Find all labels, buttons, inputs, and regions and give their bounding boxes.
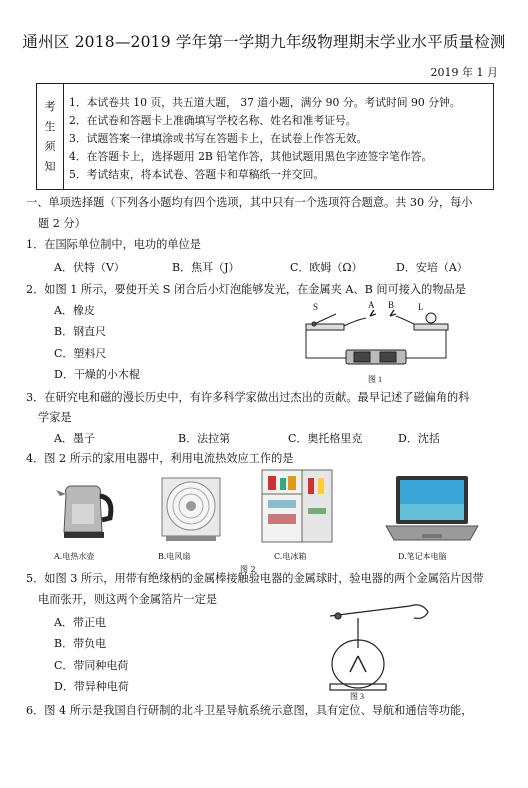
question-3-stem: 3．在研究电和磁的漫长历史中，有许多科学家做出过杰出的贡献。最早记述了磁偏角的科	[26, 391, 470, 404]
q2-option-d: D．干燥的小木棍	[54, 368, 140, 381]
question-5-stem: 5．如图 3 所示，用带有绝缘柄的金属棒接触验电器的金属球时，验电器的两个金属箔片因带	[26, 572, 484, 585]
q5-option-a: A．带正电	[54, 616, 106, 629]
circuit-figure	[296, 296, 466, 386]
q4-caption-a: A.电热水壶	[54, 552, 95, 561]
q5-option-b: B．带负电	[54, 637, 107, 650]
q4-caption-b: B.电风扇	[158, 552, 191, 561]
kettle-image	[50, 474, 120, 542]
notice-item: 5．考试结束，将本试卷、答题卡和草稿纸一并交回。	[69, 168, 325, 181]
question-1-stem: 1．在国际单位制中，电功的单位是	[26, 238, 201, 251]
q3-option-c: C．奥托格里克	[288, 432, 363, 445]
q4-caption-d: D.笔记本电脑	[398, 552, 447, 561]
page-title: 通州区 2018—2019 学年第一学期九年级物理期末学业水平质量检测	[22, 33, 506, 51]
fan-image	[156, 474, 226, 544]
figure-1-caption: 图 1	[368, 375, 382, 384]
q3-option-b: B．法拉第	[178, 432, 231, 445]
question-4-stem: 4．图 2 所示的家用电器中，利用电流热效应工作的是	[26, 452, 294, 465]
q1-option-d: D．安培（A）	[396, 261, 468, 274]
notice-items	[69, 94, 461, 184]
section-heading: 一、单项选择题（下列各小题均有四个选项，其中只有一个选项符合题意。共 30 分，每小	[26, 196, 473, 209]
q1-option-b: B．焦耳（J）	[172, 261, 240, 274]
notice-side-label: 考 生 须 知	[37, 84, 64, 189]
exam-date: 2019 年 1 月	[430, 66, 498, 79]
laptop-image	[382, 474, 482, 544]
figure-3-caption: 图 3	[350, 692, 364, 701]
question-6-stem: 6．图 4 所示是我国自行研制的北斗卫星导航系统示意图，具有定位、导航和通信等功能，	[26, 704, 473, 717]
figure-2-caption: 图 2	[240, 565, 256, 574]
q5-option-c: C．带同种电荷	[54, 659, 129, 672]
q5-option-d: D．带异种电荷	[54, 680, 129, 693]
question-3-stem-cont: 学家是	[38, 411, 72, 424]
question-2-stem: 2．如图 1 所示，要使开关 S 闭合后小灯泡能够发光，在金属夹 A、B 间可接入的物品是	[26, 283, 466, 296]
notice-box	[36, 83, 494, 190]
q2-option-a: A．橡皮	[54, 304, 95, 317]
label-l: L	[418, 302, 424, 312]
q1-option-c: C．欧姆（Ω）	[290, 261, 363, 274]
q2-option-b: B．钢直尺	[54, 325, 107, 338]
q2-option-c: C．塑料尺	[54, 347, 107, 360]
section-heading-cont: 题 2 分）	[38, 217, 86, 230]
label-b: B	[388, 300, 395, 310]
label-s: S	[313, 302, 319, 312]
electroscope-figure	[310, 598, 450, 702]
q3-option-a: A．墨子	[54, 432, 95, 445]
notice-item: 4．在答题卡上，选择题用 2B 铅笔作答，其他试题用黑色字迹签字笔作答。	[69, 150, 433, 163]
notice-item: 2．在试卷和答题卡上准确填写学校名称、姓名和准考证号。	[69, 114, 357, 127]
fridge-image	[258, 468, 338, 546]
q1-option-a: A．伏特（V）	[54, 261, 125, 274]
question-5-stem-cont: 电而张开，则这两个金属箔片一定是	[38, 593, 218, 606]
label-a: A	[368, 300, 375, 310]
q4-caption-c: C.电冰箱	[274, 552, 307, 561]
notice-item: 1．本试卷共 10 页，共五道大题， 37 道小题，满分 90 分。考试时间 90 分钟。	[69, 96, 461, 109]
notice-item: 3．试题答案一律填涂或书写在答题卡上，在试卷上作答无效。	[69, 132, 368, 145]
q3-option-d: D．沈括	[398, 432, 440, 445]
